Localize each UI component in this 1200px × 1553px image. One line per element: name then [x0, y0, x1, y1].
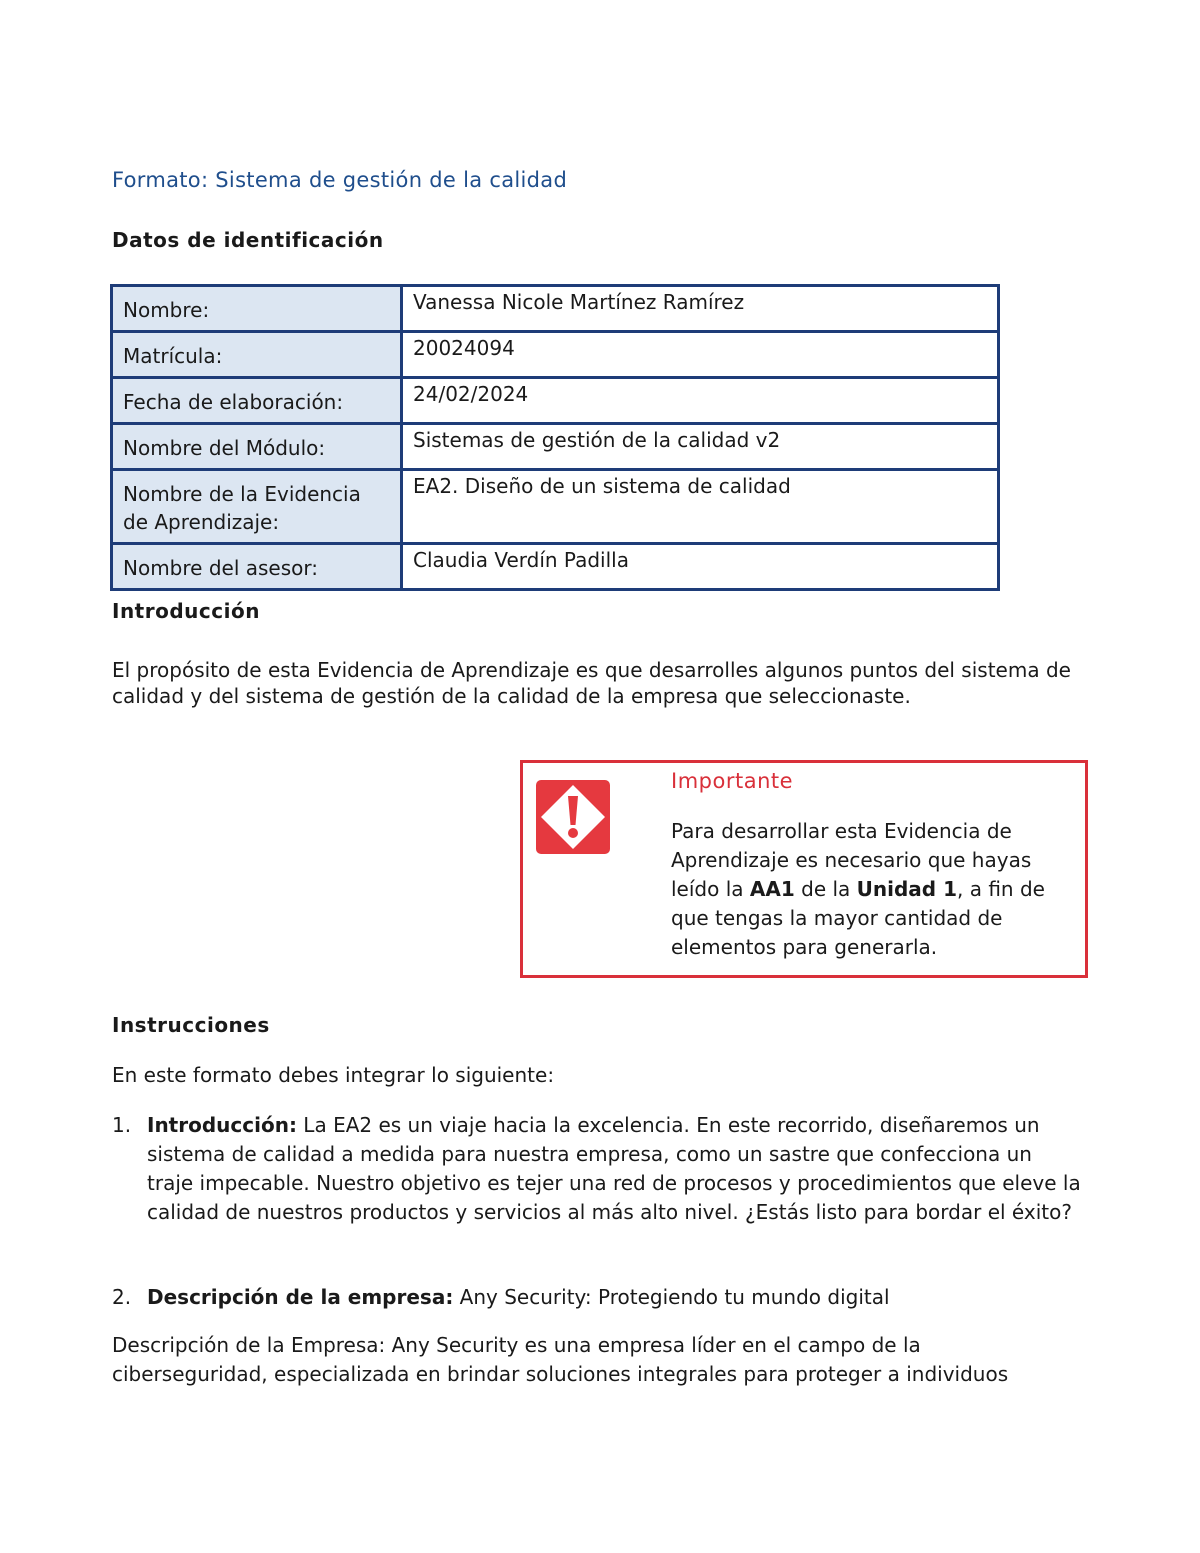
- list-item: [112, 1283, 1082, 1312]
- callout-bold-activity: AA1: [749, 877, 795, 901]
- list-item-text: La EA2 es un viaje hacia la excelencia. En este recorrido, diseñaremos un sistema de calidad a medida para nuestra empresa, como un sastre que confecciona un traje impecable. Nuestro objetivo es tejer una red de procesos y procedimientos que eleve la calidad de nuestros productos y servicios al más alto nivel. ¿Estás listo para bordar el éxito?: [147, 1113, 1081, 1224]
- table-label-cell: Nombre del Módulo:: [112, 424, 402, 470]
- table-row: [112, 286, 999, 332]
- table-row: [112, 332, 999, 378]
- table-value-cell: Sistemas de gestión de la calidad v2: [402, 424, 999, 470]
- company-description: Descripción de la Empresa: Any Security es una empresa líder en el campo de la ciberseguridad, especializada en brindar soluciones integrales para proteger a individuos: [112, 1333, 1009, 1386]
- list-number: 2.: [112, 1285, 132, 1309]
- callout-title: Importante: [671, 769, 794, 793]
- list-item-title: Descripción de la empresa:: [147, 1285, 454, 1309]
- table-label-cell: Nombre del asesor:: [112, 544, 402, 590]
- table-label-cell: Nombre:: [112, 286, 402, 332]
- id-heading: Datos de identificación: [112, 228, 384, 252]
- intro-heading: Introducción: [112, 599, 260, 623]
- identification-table: [110, 284, 1000, 591]
- table-row: [112, 544, 999, 590]
- document-title: Formato: Sistema de gestión de la calidad: [112, 168, 568, 192]
- table-row: [112, 378, 999, 424]
- table-label-cell: Matrícula:: [112, 332, 402, 378]
- table-value-cell: 24/02/2024: [402, 378, 999, 424]
- table-label-cell: Nombre de la Evidencia de Aprendizaje:: [112, 470, 402, 544]
- callout-text: Para desarrollar esta Evidencia de Aprendizaje es necesario que hayas leído la AA1 de la Unidad 1, a fin de que tengas la mayor cantidad de elementos para generarla.: [671, 819, 1045, 959]
- instructions-heading: Instrucciones: [112, 1013, 270, 1037]
- table-value-cell: 20024094: [402, 332, 999, 378]
- table-value-cell: Claudia Verdín Padilla: [402, 544, 999, 590]
- list-number: 1.: [112, 1113, 132, 1137]
- list-item: [112, 1111, 1082, 1227]
- intro-paragraph: El propósito de esta Evidencia de Aprendizaje es que desarrolles algunos puntos del sistema de calidad y del sistema de gestión de la calidad de la empresa que seleccionaste.: [112, 658, 1071, 708]
- list-item-title: Introducción:: [147, 1113, 297, 1137]
- table-value-cell: EA2. Diseño de un sistema de calidad: [402, 470, 999, 544]
- warning-icon: [536, 780, 610, 854]
- important-callout: [520, 760, 1088, 978]
- instructions-intro: En este formato debes integrar lo siguiente:: [112, 1063, 555, 1087]
- table-value-cell: Vanessa Nicole Martínez Ramírez: [402, 286, 999, 332]
- table-row: [112, 470, 999, 544]
- table-row: [112, 424, 999, 470]
- callout-bold-unit: Unidad 1: [856, 877, 957, 901]
- list-item-text: Any Security: Protegiendo tu mundo digital: [453, 1285, 890, 1309]
- table-label-cell: Fecha de elaboración:: [112, 378, 402, 424]
